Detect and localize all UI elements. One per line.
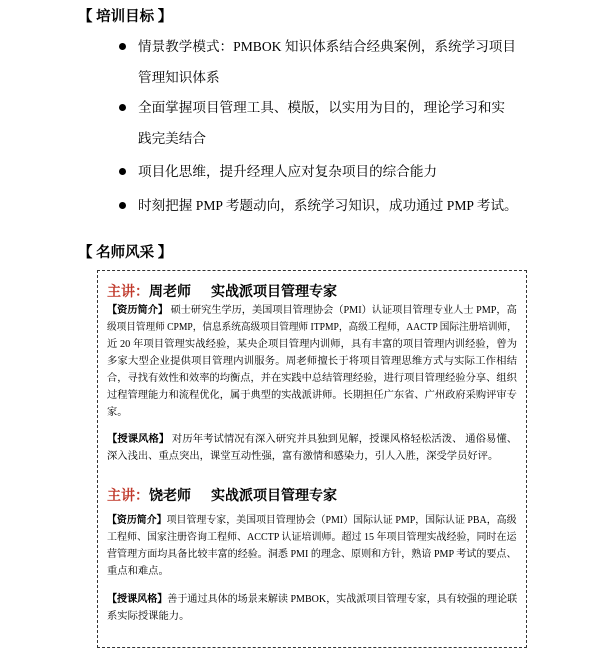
teacher-name: 饶老师 [149, 489, 191, 504]
bullet-text-line: 管理知识体系 [138, 70, 220, 85]
section-header-training-goals: 【 培训目标 】 [78, 9, 173, 25]
style-line: 深入浅出、重点突出，课堂互动性强，富有激情和感染力，引人入胜，深受学员好评。 [107, 451, 499, 462]
style-text: 对历年考试情况有深入研究并具独到见解，授课风格轻松活泼、 通俗易懂、 [169, 434, 518, 445]
bullet-item-1 [112, 31, 516, 93]
teacher-title-rao [107, 487, 337, 507]
bio-line [107, 302, 517, 319]
bio-line: 重点和难点。 [107, 566, 169, 577]
bio-tag: 【资历简介】 [107, 305, 169, 316]
teaching-style-paragraph-rao [107, 591, 517, 625]
bullet-item-2 [112, 92, 512, 154]
bullet-text-line: 项目化思维，提升经理人应对复杂项目的综合能力 [138, 164, 438, 179]
bio-line: 合，寻找有效性和效率的均衡点，并在实践中总结管理经验，进行项目管理经验分享、组织 [107, 373, 517, 384]
style-tag: 【授课风格】 [107, 594, 168, 605]
bullet-dot-icon [119, 168, 126, 175]
teacher-title-zhou [107, 283, 337, 303]
teacher-role: 实战派项目管理专家 [211, 489, 337, 504]
bio-paragraph-zhou [107, 302, 517, 421]
bullet-item-4 [112, 190, 518, 221]
style-text: 善于通过具体的场景来解读 PMBOK，实战派项目管理专家，具有较强的理论联 [167, 594, 518, 605]
bio-line: 级项目管理师 CPMP，信息系统高级项目管理师 ITPMP，高级工程师，AACTP 国际注册培训师， [107, 322, 517, 333]
bullet-text-line: 时刻把握 PMP 考题动向，系统学习知识，成功通过 PMP 考试。 [138, 198, 518, 213]
teachers-dashed-box [97, 270, 527, 648]
bio-text: 项目管理专家，美国项目管理协会（PMI）国际认证 PMP，国际认证 PBA，高级 [166, 515, 517, 526]
section-header-teachers: 【 名师风采 】 [78, 245, 173, 261]
bullet-dot-icon [119, 104, 126, 111]
style-tag: 【授课风格】 [107, 434, 170, 445]
teaching-style-paragraph-zhou [107, 431, 517, 465]
bio-line: 家。 [107, 407, 128, 418]
bio-line: 工程师、国家注册咨询工程师、ACCTP 认证培训师。超过 15 年项目管理实战经验，同时在运 [107, 532, 517, 543]
bullet-text-line: 全面掌握项目管理工具、模版，以实用为目的，理论学习和实 [138, 100, 506, 115]
bio-text: 硕士研究生学历，美国项目管理协会（PMI）认证项目管理专业人士 PMP，高 [168, 305, 517, 316]
style-line [107, 431, 517, 448]
bio-line: 营管理方面均具备比较丰富的经验。洞悉 PMI 的理念、原则和方针，熟谙 PMP 考试的要点、 [107, 549, 517, 560]
bio-line: 过程管理能力和流程优化，属于典型的实战派讲师。长期担任广东省、广州政府采购评审专 [107, 390, 517, 401]
bullet-item-3 [112, 156, 512, 187]
bio-paragraph-rao [107, 512, 517, 580]
bio-line: 多家大型企业提供项目管理内训服务。周老师擅长于将项目管理思维方式与实际工作相结 [107, 356, 517, 367]
lecturer-label: 主讲： [107, 285, 149, 300]
bio-tag: 【资历简介】 [107, 515, 167, 526]
style-line [107, 591, 518, 608]
style-line: 系实际授课能力。 [107, 611, 190, 622]
bullet-dot-icon [119, 43, 126, 50]
bullet-text-line: 情景教学模式：PMBOK 知识体系结合经典案例，系统学习项目 [138, 39, 516, 54]
bio-line: 近 20 年项目管理实战经验，某央企项目管理内训师，具有丰富的项目管理内训经验，曾为 [107, 339, 517, 350]
lecturer-label: 主讲： [107, 489, 149, 504]
teacher-role: 实战派项目管理专家 [211, 285, 337, 300]
bullet-dot-icon [119, 202, 126, 209]
bio-line [107, 512, 517, 529]
bullet-text-line: 践完美结合 [138, 131, 206, 146]
teacher-name: 周老师 [149, 285, 191, 300]
